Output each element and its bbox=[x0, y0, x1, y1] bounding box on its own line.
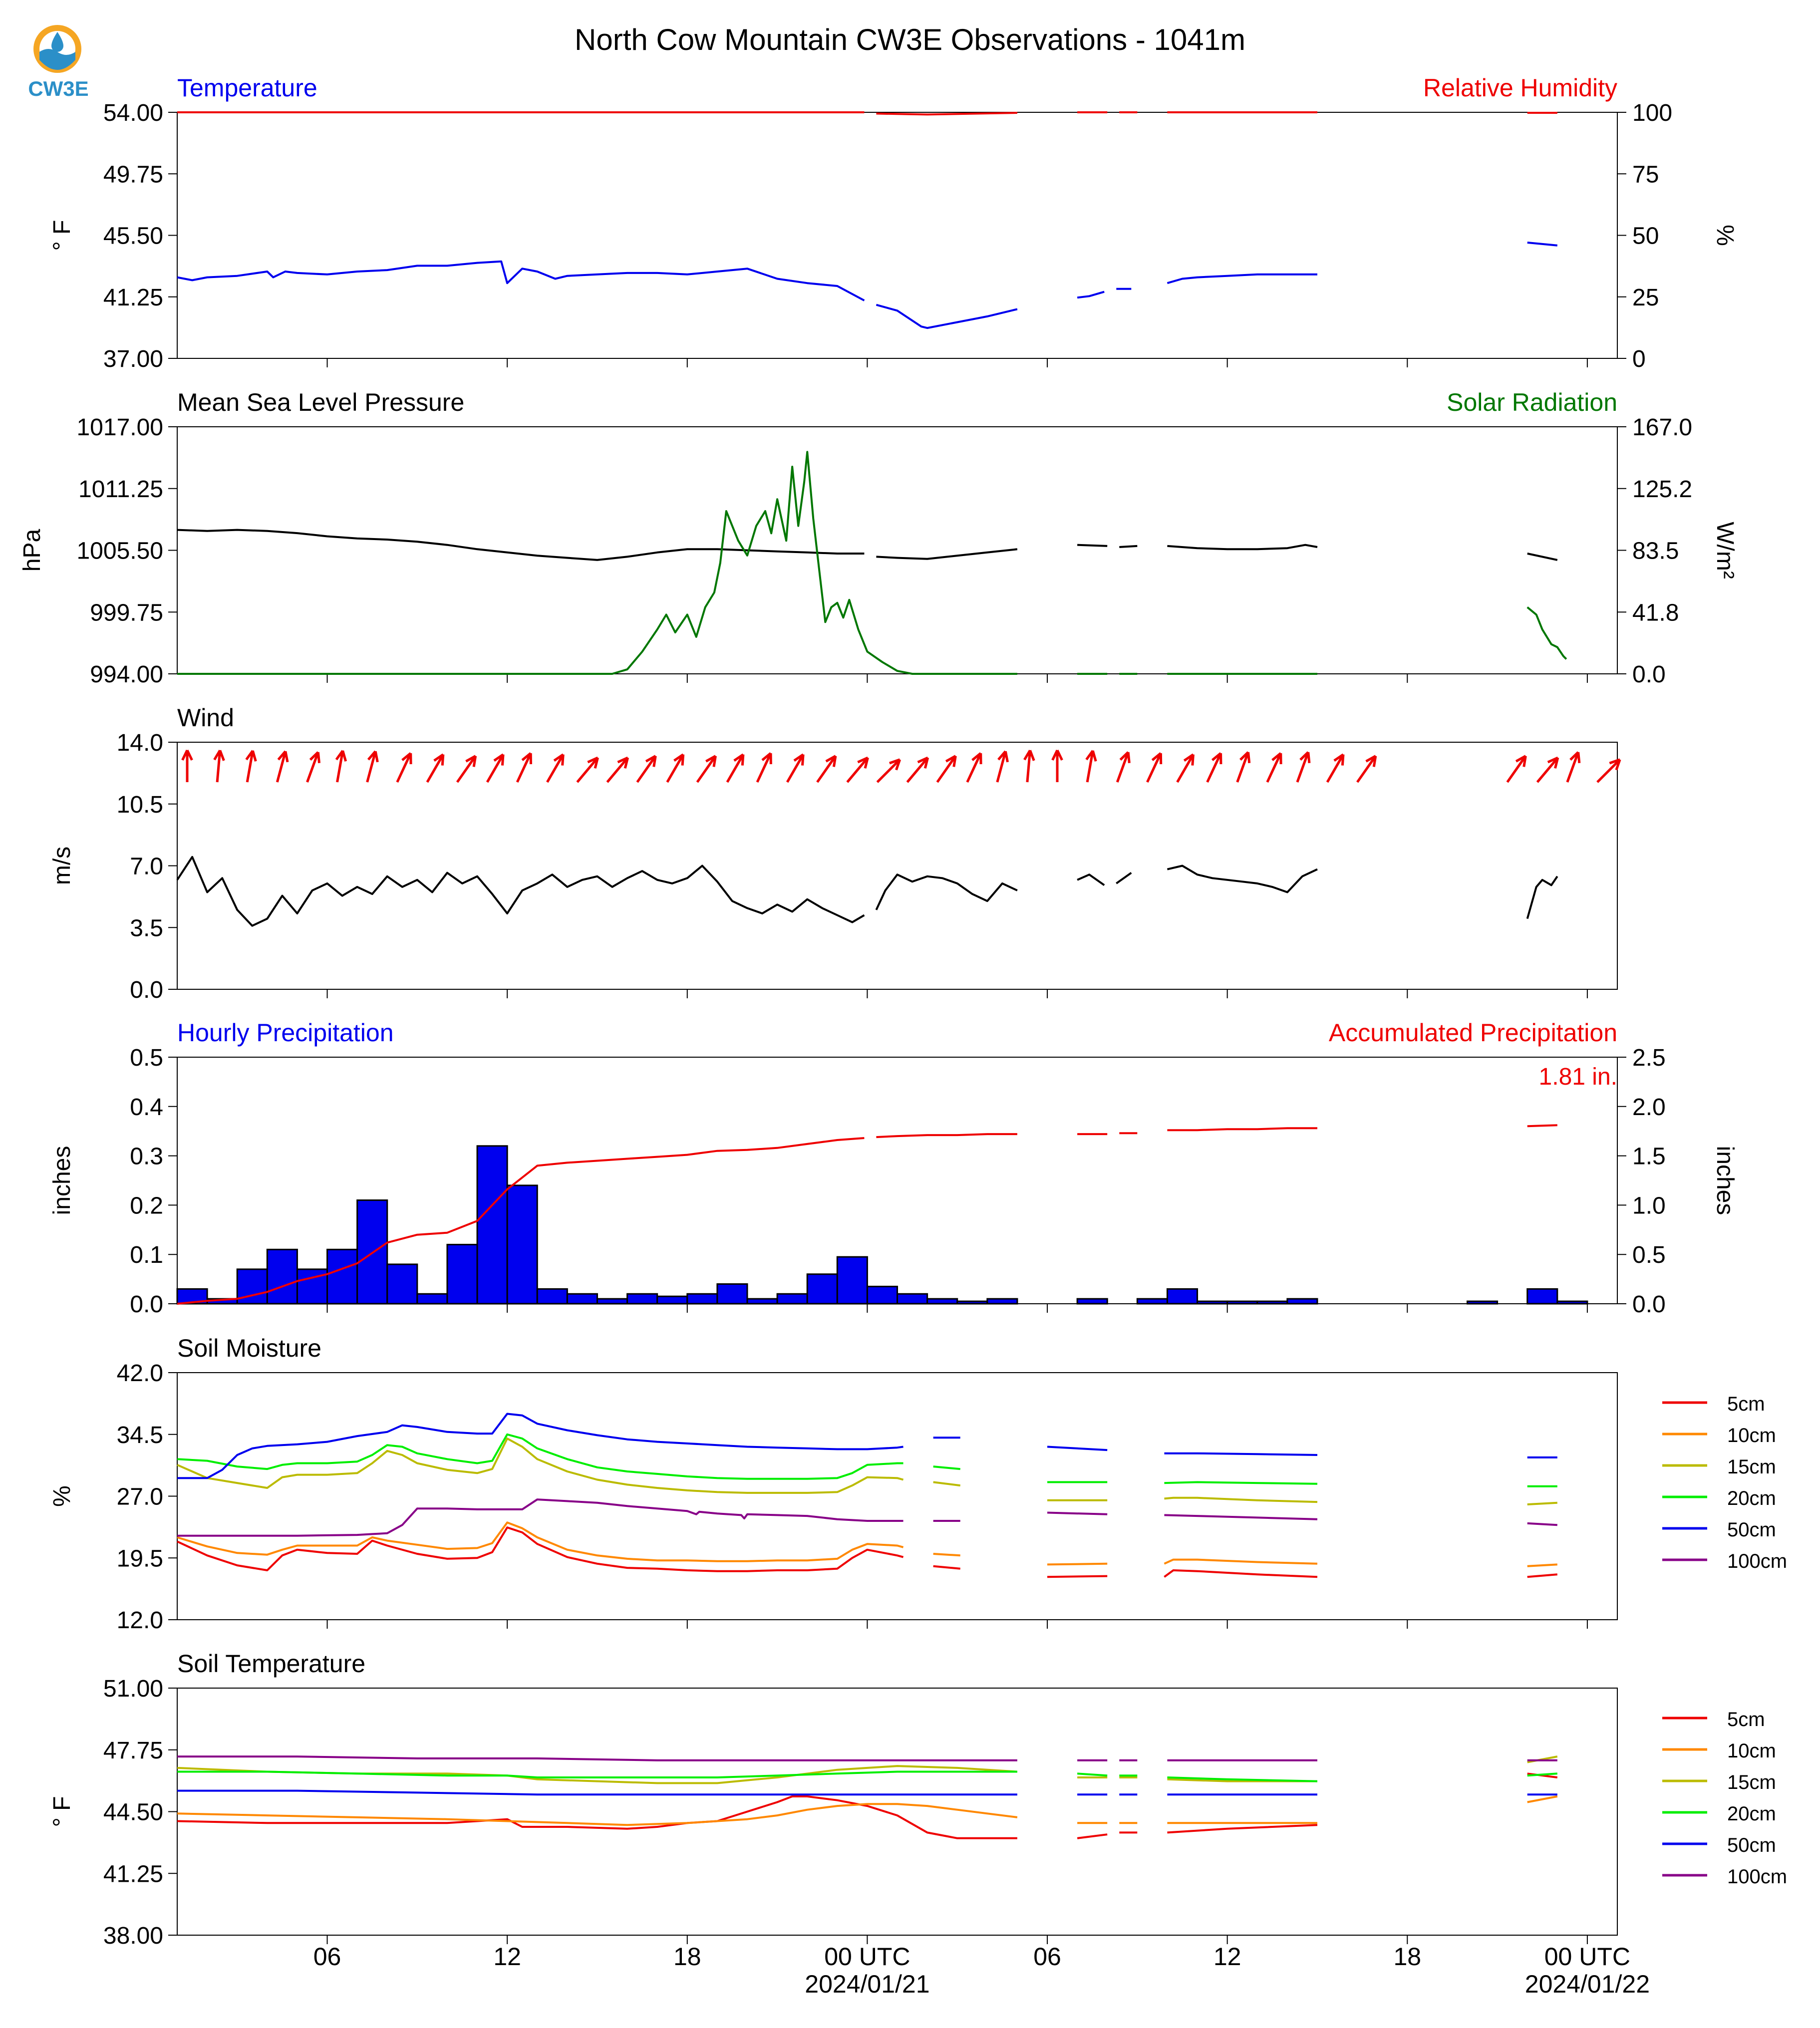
precip-bar bbox=[1527, 1289, 1557, 1304]
precip-bar bbox=[327, 1249, 357, 1304]
y-right-tick-label: 125.2 bbox=[1632, 476, 1693, 503]
wind-arrow bbox=[1508, 756, 1526, 782]
wind-arrow bbox=[1177, 755, 1193, 782]
legend-label: 100cm bbox=[1727, 1550, 1788, 1572]
series-line-20cm bbox=[177, 1435, 904, 1479]
wind-arrow bbox=[1597, 760, 1620, 782]
cw3e-logo bbox=[28, 25, 88, 100]
series-line-100cm bbox=[177, 1499, 904, 1536]
x-tick-label: 06 bbox=[313, 1943, 341, 1971]
legend-label: 5cm bbox=[1727, 1393, 1765, 1415]
wind-arrow bbox=[487, 755, 503, 782]
wind-arrow bbox=[457, 756, 476, 782]
precip-bar bbox=[987, 1299, 1017, 1304]
wind-arrow bbox=[847, 758, 868, 782]
precip-bar bbox=[597, 1299, 627, 1304]
series-line-5cm bbox=[1164, 1570, 1317, 1577]
series-line-10cm bbox=[933, 1554, 960, 1555]
precip-bar bbox=[627, 1294, 657, 1304]
series-line-10cm bbox=[1527, 1796, 1557, 1802]
precip-bar bbox=[537, 1289, 567, 1304]
series-line-temperature bbox=[876, 305, 1017, 328]
x-date-label: 2024/01/21 bbox=[805, 1970, 930, 1998]
wind-arrow bbox=[1357, 756, 1376, 782]
series-line-mean-sea-level-pressure bbox=[1119, 546, 1137, 547]
plot-frame bbox=[177, 427, 1617, 674]
series-line-wind-speed bbox=[1527, 876, 1557, 919]
wind-arrow bbox=[757, 753, 771, 782]
precip-bar bbox=[507, 1185, 537, 1304]
precip-bar bbox=[1137, 1299, 1167, 1304]
wind-arrow bbox=[1024, 750, 1034, 782]
y-right-tick-label: 2.5 bbox=[1632, 1045, 1666, 1071]
legend-entry bbox=[1662, 1487, 1776, 1509]
precip-bar bbox=[927, 1299, 957, 1304]
y-tick-label: 0.5 bbox=[130, 1045, 163, 1071]
wind-arrow bbox=[182, 750, 192, 782]
series-line-10cm bbox=[1047, 1564, 1107, 1565]
y-right-tick-label: 0.5 bbox=[1632, 1242, 1666, 1269]
y-tick-label: 0.2 bbox=[130, 1192, 163, 1219]
wind-arrow bbox=[667, 755, 683, 782]
wind-arrow bbox=[1147, 753, 1161, 782]
series-line-5cm bbox=[1077, 1834, 1107, 1838]
legend-label: 50cm bbox=[1727, 1834, 1776, 1856]
series-line-5cm bbox=[1167, 1825, 1317, 1832]
panel-title-left: Wind bbox=[177, 704, 234, 732]
wind-arrow bbox=[1117, 752, 1129, 782]
y-tick-label: 994.00 bbox=[90, 661, 163, 688]
precip-bar bbox=[717, 1284, 747, 1304]
y-right-tick-label: 50 bbox=[1632, 223, 1659, 250]
series-line-15cm bbox=[1527, 1503, 1557, 1504]
wind-arrow bbox=[908, 758, 928, 782]
wind-arrow bbox=[1086, 751, 1096, 782]
series-line-20cm bbox=[1164, 1482, 1317, 1483]
precip-bar bbox=[807, 1274, 837, 1304]
wind-arrow bbox=[967, 753, 981, 782]
series-line-accumulated-precipitation bbox=[876, 1134, 1017, 1137]
accumulated-total-label: 1.81 in. bbox=[1538, 1064, 1617, 1090]
x-tick-label: 00 UTC bbox=[1544, 1943, 1631, 1971]
wind-arrow bbox=[1537, 758, 1558, 782]
y-axis-right-label: W/m² bbox=[1712, 522, 1738, 579]
wind-arrow bbox=[727, 755, 743, 782]
wind-arrow bbox=[1052, 750, 1062, 782]
wind-arrow bbox=[877, 760, 900, 782]
legend-label: 10cm bbox=[1727, 1425, 1776, 1447]
y-tick-label: 0.0 bbox=[130, 977, 163, 1003]
series-line-5cm bbox=[177, 1796, 1017, 1838]
panel-title-right: Solar Radiation bbox=[1447, 388, 1617, 416]
precip-bar bbox=[1198, 1301, 1227, 1304]
y-right-tick-label: 100 bbox=[1632, 100, 1673, 126]
panel-title-left: Soil Temperature bbox=[177, 1650, 366, 1678]
wind-arrow bbox=[787, 755, 803, 782]
series-line-50cm bbox=[1164, 1453, 1317, 1455]
legend-label: 15cm bbox=[1727, 1771, 1776, 1793]
x-tick-label: 06 bbox=[1033, 1943, 1061, 1971]
wind-arrow bbox=[1567, 752, 1579, 782]
series-line-temperature bbox=[1167, 275, 1317, 283]
legend-entry bbox=[1662, 1456, 1776, 1478]
y-right-tick-label: 0.0 bbox=[1632, 1291, 1666, 1318]
y-tick-label: 0.1 bbox=[130, 1242, 163, 1269]
y-tick-label: 0.4 bbox=[130, 1094, 163, 1121]
series-line-15cm bbox=[177, 1439, 904, 1493]
wind-arrow bbox=[997, 751, 1008, 782]
wind-arrow bbox=[214, 750, 224, 782]
legend-entry bbox=[1662, 1771, 1776, 1793]
series-line-20cm bbox=[177, 1772, 1017, 1778]
precip-bar bbox=[957, 1301, 987, 1304]
legend-entry bbox=[1662, 1709, 1765, 1731]
wind-arrow bbox=[1208, 753, 1221, 782]
y-right-tick-label: 1.5 bbox=[1632, 1143, 1666, 1170]
x-tick-label: 18 bbox=[673, 1943, 701, 1971]
series-line-100cm bbox=[177, 1756, 1017, 1760]
precip-bar bbox=[777, 1294, 807, 1304]
panel-precipitation bbox=[49, 1019, 1738, 1318]
series-line-10cm bbox=[177, 1522, 904, 1561]
panel-title-left: Soil Moisture bbox=[177, 1334, 321, 1362]
y-tick-label: 1017.00 bbox=[76, 414, 163, 441]
y-axis-label: ° F bbox=[49, 220, 75, 251]
panel-soil_temperature bbox=[49, 1650, 1787, 1949]
x-tick-label: 00 UTC bbox=[824, 1943, 910, 1971]
series-line-20cm bbox=[933, 1466, 960, 1469]
plot-frame bbox=[177, 1688, 1617, 1935]
precip-bar bbox=[447, 1244, 477, 1304]
wind-arrow bbox=[397, 753, 411, 782]
precip-bar bbox=[1467, 1301, 1497, 1304]
series-line-10cm bbox=[1164, 1560, 1317, 1564]
y-right-tick-label: 75 bbox=[1632, 161, 1659, 188]
series-line-5cm bbox=[933, 1566, 960, 1569]
y-tick-label: 47.75 bbox=[103, 1737, 163, 1764]
wind-arrow bbox=[277, 751, 288, 782]
precip-bar bbox=[1227, 1301, 1257, 1304]
wind-arrow bbox=[246, 751, 256, 782]
legend-label: 15cm bbox=[1727, 1456, 1776, 1478]
legend-label: 50cm bbox=[1727, 1519, 1776, 1541]
x-tick-label: 18 bbox=[1393, 1943, 1422, 1971]
wind-arrow bbox=[937, 756, 956, 782]
legend-label: 5cm bbox=[1727, 1709, 1765, 1731]
series-line-15cm bbox=[1164, 1498, 1317, 1502]
series-line-mean-sea-level-pressure bbox=[1527, 554, 1557, 560]
panel-title-right: Relative Humidity bbox=[1423, 74, 1617, 102]
wind-arrow-shaft bbox=[877, 760, 900, 782]
series-line-100cm bbox=[1047, 1513, 1107, 1514]
precip-bar bbox=[1077, 1299, 1107, 1304]
precip-bar bbox=[417, 1294, 447, 1304]
series-line-50cm bbox=[177, 1414, 904, 1478]
y-tick-label: 10.5 bbox=[116, 791, 163, 818]
series-line-wind-speed bbox=[876, 874, 1017, 910]
plot-frame bbox=[177, 742, 1617, 989]
wind-arrow bbox=[817, 756, 836, 782]
legend-label: 10cm bbox=[1727, 1740, 1776, 1762]
x-tick-label: 12 bbox=[493, 1943, 521, 1971]
y-tick-label: 0.0 bbox=[130, 1291, 163, 1318]
series-line-relative-humidity bbox=[876, 113, 1017, 114]
series-line-15cm bbox=[933, 1482, 960, 1485]
wind-arrow bbox=[427, 755, 443, 782]
precip-bar bbox=[687, 1294, 717, 1304]
legend-label: 100cm bbox=[1727, 1866, 1788, 1888]
figure-title: North Cow Mountain CW3E Observations - 1041m bbox=[575, 23, 1245, 56]
series-line-temperature bbox=[177, 262, 864, 300]
y-right-tick-label: 83.5 bbox=[1632, 538, 1679, 565]
y-right-tick-label: 0 bbox=[1632, 346, 1646, 372]
series-line-wind-speed bbox=[1077, 874, 1104, 885]
wind-arrow bbox=[637, 756, 656, 782]
wind-arrow bbox=[577, 758, 598, 782]
series-line-mean-sea-level-pressure bbox=[876, 549, 1017, 559]
y-right-tick-label: 167.0 bbox=[1632, 414, 1693, 441]
precip-bar bbox=[867, 1286, 897, 1304]
y-tick-label: 45.50 bbox=[103, 223, 163, 250]
x-tick-label: 12 bbox=[1213, 1943, 1241, 1971]
series-line-20cm bbox=[1077, 1773, 1107, 1775]
plot-frame bbox=[177, 112, 1617, 358]
y-tick-label: 42.0 bbox=[116, 1360, 163, 1387]
precip-bar bbox=[837, 1257, 867, 1304]
wind-arrow-shaft bbox=[1597, 760, 1620, 782]
y-tick-label: 12.0 bbox=[116, 1607, 163, 1634]
precip-bar bbox=[657, 1296, 687, 1304]
y-tick-label: 44.50 bbox=[103, 1799, 163, 1826]
y-tick-label: 1011.25 bbox=[78, 476, 163, 503]
x-date-label: 2024/01/22 bbox=[1524, 1970, 1650, 1998]
series-line-accumulated-precipitation bbox=[1527, 1125, 1557, 1126]
series-line-mean-sea-level-pressure bbox=[1077, 545, 1107, 546]
y-tick-label: 38.00 bbox=[103, 1923, 163, 1949]
legend-entry bbox=[1662, 1393, 1765, 1415]
wind-arrow bbox=[1297, 752, 1309, 782]
legend-label: 20cm bbox=[1727, 1487, 1776, 1509]
precip-bar bbox=[1287, 1299, 1317, 1304]
series-line-5cm bbox=[1527, 1574, 1557, 1577]
series-line-5cm bbox=[1047, 1576, 1107, 1577]
precip-bar bbox=[387, 1264, 417, 1304]
series-line-15cm bbox=[177, 1766, 1017, 1783]
precip-bar bbox=[477, 1146, 507, 1304]
y-axis-label: m/s bbox=[49, 846, 75, 885]
y-axis-label: hPa bbox=[19, 529, 45, 572]
legend-entry bbox=[1662, 1866, 1787, 1888]
y-tick-label: 1005.50 bbox=[76, 538, 163, 565]
wind-arrow bbox=[1237, 752, 1249, 782]
series-line-wind-speed bbox=[1116, 873, 1131, 883]
y-right-tick-label: 2.0 bbox=[1632, 1094, 1666, 1121]
legend-label: 20cm bbox=[1727, 1803, 1776, 1825]
y-right-tick-label: 1.0 bbox=[1632, 1192, 1666, 1219]
y-axis-right-label: % bbox=[1712, 225, 1738, 246]
series-line-wind-speed bbox=[177, 857, 864, 926]
panel-title-left: Hourly Precipitation bbox=[177, 1019, 394, 1047]
y-tick-label: 49.75 bbox=[103, 161, 163, 188]
y-right-tick-label: 0.0 bbox=[1632, 661, 1666, 688]
wind-arrow bbox=[336, 751, 346, 782]
y-axis-label: ° F bbox=[49, 1796, 75, 1827]
precip-bar bbox=[567, 1294, 597, 1304]
legend-entry bbox=[1662, 1425, 1776, 1447]
y-tick-label: 54.00 bbox=[103, 100, 163, 126]
y-axis-right-label: inches bbox=[1712, 1146, 1738, 1215]
y-tick-label: 19.5 bbox=[116, 1545, 163, 1572]
legend-entry bbox=[1662, 1834, 1776, 1856]
y-right-tick-label: 41.8 bbox=[1632, 599, 1679, 626]
y-axis-label: inches bbox=[49, 1146, 75, 1215]
series-line-solar-radiation bbox=[177, 452, 1017, 674]
y-tick-label: 34.5 bbox=[116, 1422, 163, 1449]
panel-temperature bbox=[49, 74, 1738, 372]
panel-title-left: Temperature bbox=[177, 74, 317, 102]
y-right-tick-label: 25 bbox=[1632, 284, 1659, 311]
wind-arrow bbox=[307, 752, 319, 782]
series-line-100cm bbox=[1164, 1515, 1317, 1519]
series-line-accumulated-precipitation bbox=[1167, 1128, 1317, 1130]
series-line-50cm bbox=[177, 1791, 1017, 1795]
panel-title-right: Accumulated Precipitation bbox=[1328, 1019, 1617, 1047]
series-line-wind-speed bbox=[1167, 866, 1317, 892]
y-tick-label: 27.0 bbox=[116, 1483, 163, 1510]
precip-bar bbox=[898, 1294, 927, 1304]
y-axis-label: % bbox=[49, 1485, 75, 1507]
precip-bar bbox=[1557, 1301, 1587, 1304]
precip-bar bbox=[1257, 1301, 1287, 1304]
y-tick-label: 7.0 bbox=[130, 853, 163, 880]
series-line-50cm bbox=[1047, 1447, 1107, 1450]
y-tick-label: 999.75 bbox=[90, 599, 163, 626]
logo-text: CW3E bbox=[28, 77, 89, 100]
series-line-mean-sea-level-pressure bbox=[1167, 545, 1317, 550]
legend-entry bbox=[1662, 1803, 1776, 1825]
y-tick-label: 14.0 bbox=[116, 730, 163, 756]
wind-arrow bbox=[607, 758, 627, 782]
y-tick-label: 41.25 bbox=[103, 1861, 163, 1888]
y-tick-label: 51.00 bbox=[103, 1676, 163, 1702]
series-line-10cm bbox=[1527, 1564, 1557, 1566]
plot-frame bbox=[177, 1373, 1617, 1620]
panel-title-left: Mean Sea Level Pressure bbox=[177, 388, 465, 416]
panel-pressure bbox=[19, 388, 1738, 688]
series-line-mean-sea-level-pressure bbox=[177, 530, 864, 560]
legend-entry bbox=[1662, 1550, 1787, 1572]
precip-bar bbox=[267, 1249, 297, 1304]
y-tick-label: 3.5 bbox=[130, 915, 163, 942]
y-tick-label: 37.00 bbox=[103, 346, 163, 372]
wind-arrow bbox=[697, 756, 716, 782]
y-tick-label: 41.25 bbox=[103, 284, 163, 311]
legend-entry bbox=[1662, 1519, 1776, 1541]
y-tick-label: 0.3 bbox=[130, 1143, 163, 1170]
series-line-temperature bbox=[1527, 243, 1557, 246]
wind-arrow bbox=[1327, 755, 1343, 782]
precip-bar bbox=[747, 1299, 777, 1304]
wind-arrow bbox=[367, 751, 378, 782]
series-line-solar-radiation bbox=[1527, 607, 1566, 659]
panel-soil_moisture bbox=[49, 1334, 1787, 1634]
wind-arrow bbox=[517, 753, 531, 782]
legend-entry bbox=[1662, 1740, 1776, 1762]
series-line-100cm bbox=[1527, 1523, 1557, 1525]
precip-bar bbox=[1167, 1289, 1197, 1304]
wind-arrow bbox=[1267, 753, 1281, 782]
panel-wind bbox=[49, 704, 1620, 1003]
series-line-temperature bbox=[1077, 292, 1104, 298]
wind-arrow bbox=[547, 755, 563, 782]
